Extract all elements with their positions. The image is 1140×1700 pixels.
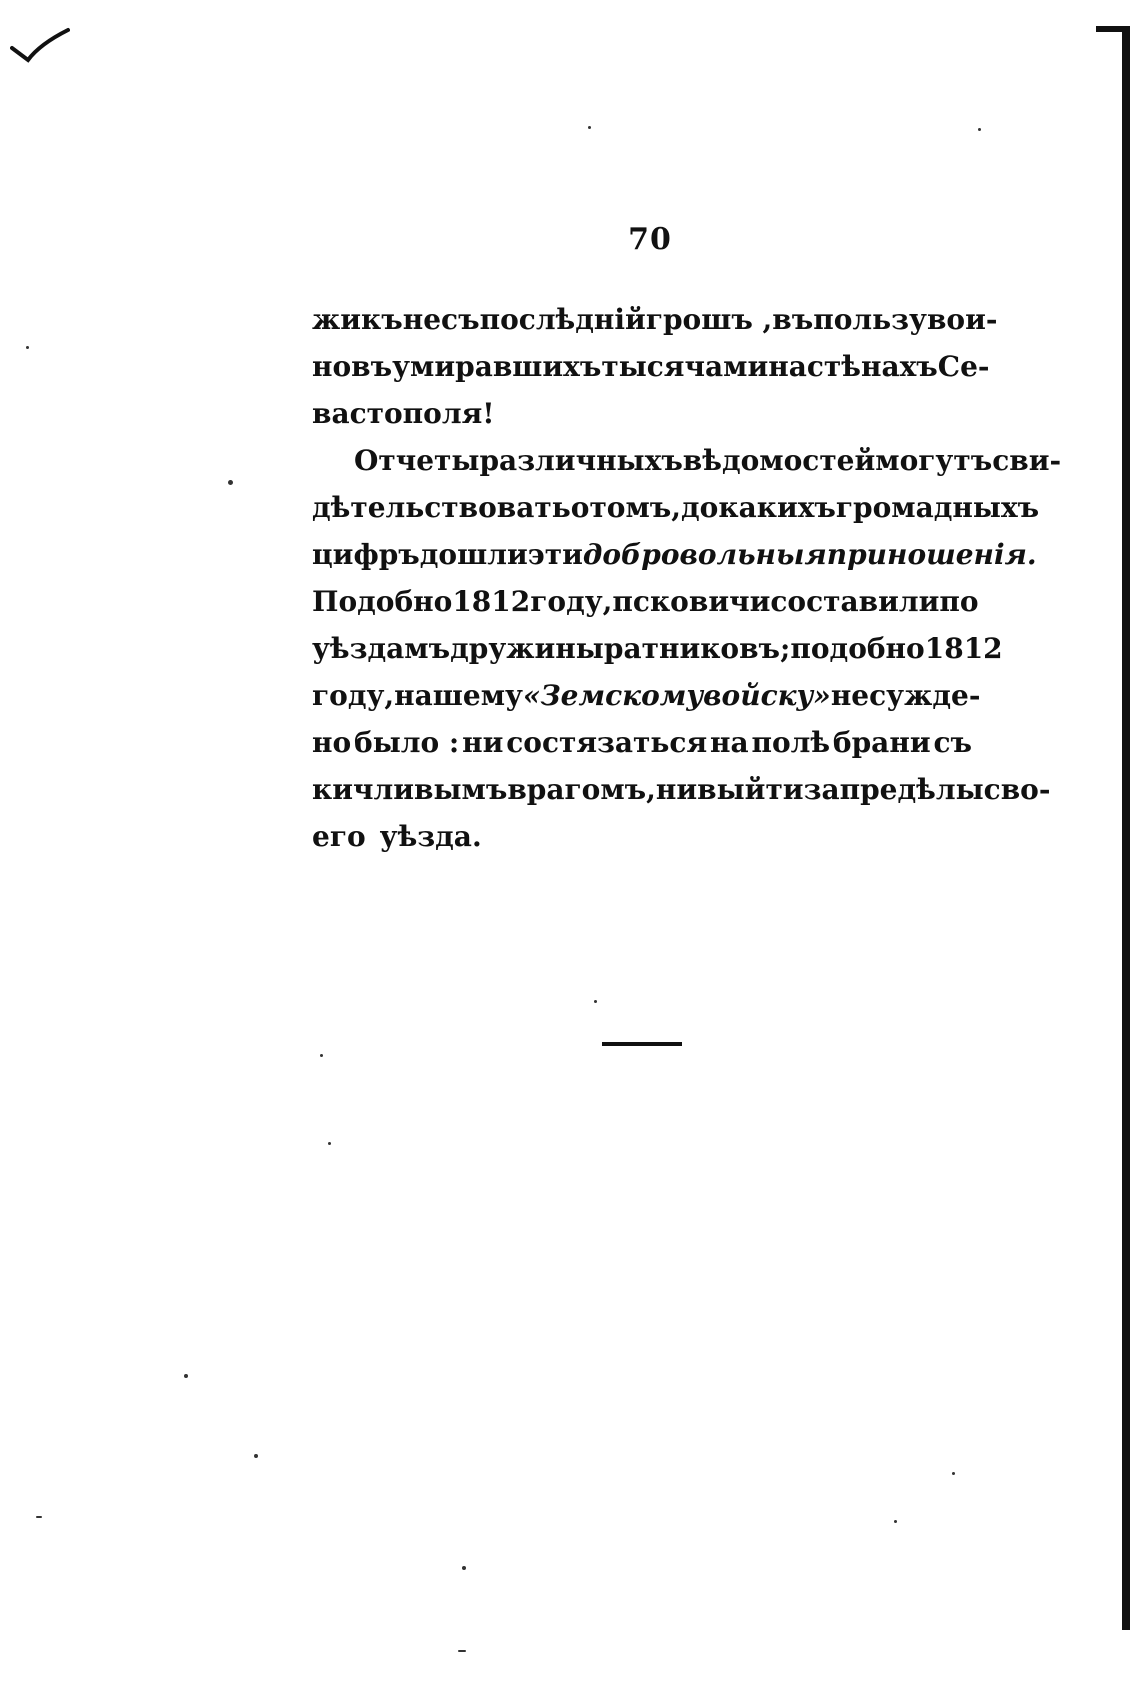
end-rule: [602, 1042, 682, 1046]
word: подобно: [790, 632, 925, 665]
word: о: [570, 491, 590, 524]
scan-speck: [458, 1650, 466, 1652]
word: году,: [312, 679, 395, 712]
text-line: [312, 672, 981, 719]
word: сви-: [992, 444, 1062, 477]
text-line: [312, 437, 1062, 484]
word: умиравшихъ: [392, 350, 602, 383]
scan-speck: [594, 1000, 597, 1003]
word: жикъ: [312, 303, 403, 336]
check-mark-icon: [10, 24, 70, 74]
word: послѣднiй: [479, 303, 646, 336]
scan-speck: [26, 346, 29, 349]
word: уѣздамъ: [312, 632, 451, 665]
word: уѣзда.: [379, 820, 482, 853]
word: псковичи: [612, 585, 771, 618]
word: на: [768, 350, 807, 383]
word: несъ: [402, 303, 480, 336]
text-line: [312, 719, 972, 766]
word: врагомъ,: [507, 773, 656, 806]
word: вастополя!: [312, 397, 495, 430]
word: стѣнахъ: [806, 350, 938, 383]
word: различныхъ: [479, 444, 683, 477]
word: выйти: [697, 773, 804, 806]
word: ни: [462, 726, 504, 759]
text-line: [312, 390, 972, 437]
scan-speck: [952, 1472, 955, 1475]
word: Подобно: [312, 585, 453, 618]
body-text: [312, 296, 1062, 860]
word: но: [312, 726, 352, 759]
scan-speck: [588, 126, 591, 129]
word: новъ: [312, 350, 393, 383]
text-line: [312, 531, 1037, 578]
word: тысячами: [601, 350, 769, 383]
word: нашему: [394, 679, 523, 712]
text-line: [312, 343, 990, 390]
word: полѣ: [751, 726, 831, 759]
scan-speck: [462, 1566, 466, 1570]
text-line: [312, 296, 998, 343]
word: кичливымъ: [312, 773, 508, 806]
word: какихъ: [718, 491, 836, 524]
word: на: [709, 726, 749, 759]
word: 1812: [452, 585, 531, 618]
word: ни: [655, 773, 698, 806]
word: 1812: [924, 632, 1003, 665]
word: году,: [530, 585, 613, 618]
word: Се-: [937, 350, 990, 383]
text-line: [312, 578, 979, 625]
word: грошъ ,: [645, 303, 773, 336]
word: пользу: [813, 303, 927, 336]
word: съ: [933, 726, 972, 759]
word: цифръ: [312, 538, 420, 571]
word: эти: [527, 538, 583, 571]
word: предѣлы: [839, 773, 984, 806]
text-line: [312, 766, 1051, 813]
text-line: [312, 484, 1040, 531]
word: приношенiя.: [826, 538, 1037, 571]
word: сужде-: [869, 679, 981, 712]
word: дѣтельствовать: [312, 491, 571, 524]
word: громадныхъ: [835, 491, 1040, 524]
word: вои-: [926, 303, 998, 336]
word: дошли: [419, 538, 528, 571]
scan-speck: [254, 1454, 258, 1458]
scan-speck: [978, 128, 981, 131]
binding-edge-bar: [1122, 30, 1130, 1630]
paragraph: [312, 437, 1062, 860]
word: брани: [832, 726, 931, 759]
page-number: 70: [628, 222, 672, 257]
word: войску»: [703, 679, 831, 712]
word: добровольныя: [582, 538, 827, 571]
scan-speck: [36, 1516, 42, 1518]
word: состязаться: [506, 726, 708, 759]
paragraph: [312, 296, 998, 437]
scan-speck: [328, 1142, 331, 1145]
scan-speck: [228, 480, 233, 485]
word: «Земскому: [522, 679, 704, 712]
word: въ: [772, 303, 814, 336]
word: за: [803, 773, 840, 806]
text-line: [312, 625, 1003, 672]
word: могутъ: [875, 444, 993, 477]
scan-speck: [320, 1054, 323, 1057]
word: вѣдомостей: [682, 444, 876, 477]
word: его: [312, 820, 366, 853]
text-line: [312, 813, 972, 860]
word: до: [681, 491, 719, 524]
scan-speck: [184, 1374, 188, 1378]
word: составили: [770, 585, 940, 618]
word: томъ,: [589, 491, 682, 524]
word: не: [830, 679, 870, 712]
word: Отчеты: [354, 444, 480, 477]
word: сво-: [983, 773, 1051, 806]
scan-speck: [894, 1520, 897, 1523]
word: дружины: [450, 632, 604, 665]
word: ратниковъ;: [603, 632, 791, 665]
word: по: [939, 585, 979, 618]
word: было :: [354, 726, 460, 759]
